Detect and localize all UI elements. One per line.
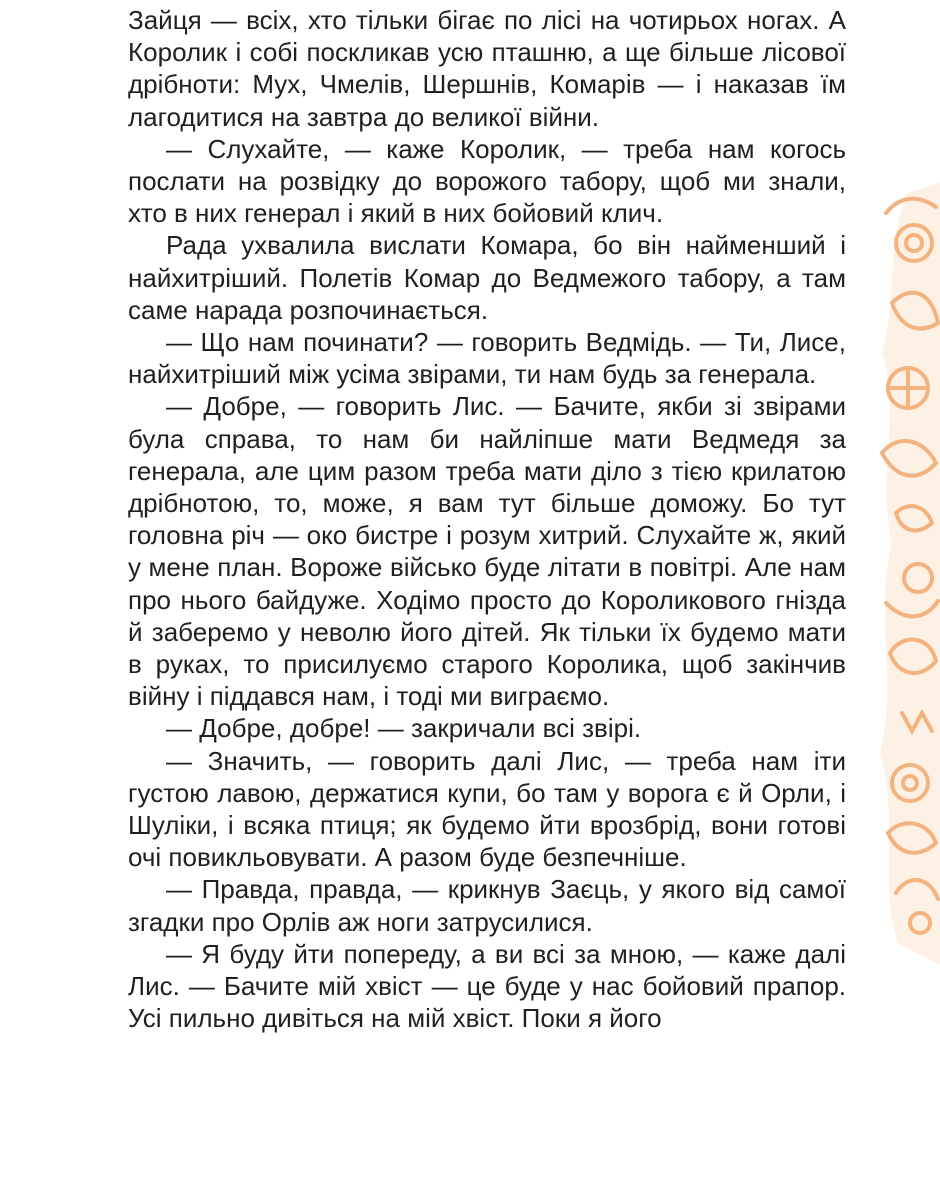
story-text <box>128 4 846 1035</box>
paragraph-8: — Правда, правда, — крикнув Заєць, у якого від самої згадки про Орлів аж ноги затрусилися. <box>128 874 846 937</box>
floral-ornament-icon <box>872 183 940 965</box>
paragraph-1: Зайця — всіх, хто тільки бігає по лісі на чотирьох ногах. А Королик і собі поскликав усю пташню, а ще більше лісової дрібноти: Мух, Чмелів, Шершнів, Комарів — і наказав їм лагодитися на завтра до великої війни. <box>128 5 846 132</box>
paragraph-3: Рада ухвалила вислати Комара, бо він найменший і найхитріший. Полетів Комар до Ведмежого табору, а там саме нарада розпочинається. <box>128 230 846 325</box>
paragraph-2: — Слухайте, — каже Королик, — треба нам когось послати на розвідку до ворожого табору, щоб ми знали, хто в них генерал і який в них бойовий клич. <box>128 133 846 229</box>
paragraph-5: — Добре, — говорить Лис. — Бачите, якби зі звірами була справа, то нам би найліпше мати Ведмедя за генерала, але цим разом треба мати діло з тією крилатою дрібнотою, то, може, я вам тут більше доможу. Бо тут головна річ — око бистре і розум хитрий. Слухайте ж, який у мене план. Вороже військо буде літати в повітрі. Але нам про нього байдуже. Ходімо просто до Короликового гнізда й заберемо у неволю його дітей. Як тільки їх будемо мати в руках, то присилуємо старого Королика, щоб закінчив війну і піддався нам, і тоді ми виграємо. <box>128 391 846 712</box>
paragraph-4: — Що нам починати? — говорить Ведмідь. — Ти, Лисе, найхитріший між усіма звірами, ти нам будь за генерала. <box>128 327 846 390</box>
paragraph-9: — Я буду йти попереду, а ви всі за мною, — каже далі Лис. — Бачите мій хвіст — це буде у нас бойовий прапор. Усі пильно дивіться на мій хвіст. Поки я його <box>128 938 846 1034</box>
paragraph-7: — Значить, — говорить далі Лис, — треба нам іти густою лавою, держатися купи, бо там у ворога є й Орли, і Шуліки, і всяка птиця; як будемо йти врозбрід, вони готові очі повикльовувати. А разом буде безпечніше. <box>128 745 846 873</box>
paragraph-6: — Добре, добре! — закричали всі звірі. <box>166 713 642 744</box>
